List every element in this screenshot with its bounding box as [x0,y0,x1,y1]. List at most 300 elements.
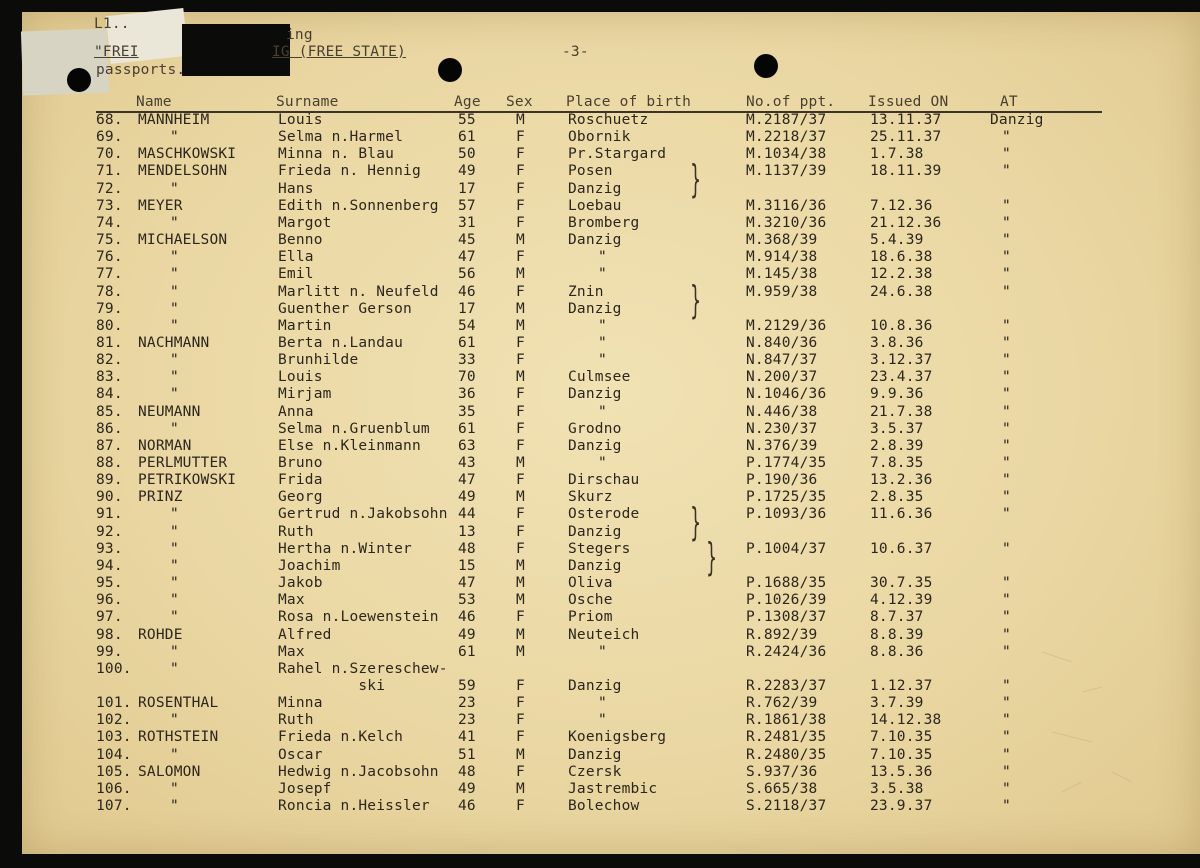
cell-name: " [170,523,179,540]
cell-at: " [1002,712,1011,729]
cell-sex: F [516,506,525,523]
cell-name: " [170,746,179,763]
cell-age: 41 [458,729,476,746]
cell-num: 69. [96,129,123,146]
cell-age: 49 [458,489,476,506]
cell-sex: F [516,146,525,163]
cell-name: " [170,798,179,814]
cell-issued: 12.2.38 [870,266,933,283]
cell-name: " [170,386,179,403]
col-at: AT [1000,94,1018,110]
cell-sex: F [516,523,525,540]
cell-name: " [170,317,179,334]
cell-sex: M [516,643,525,660]
cell-age: 33 [458,352,476,369]
cell-issued: 8.7.37 [870,609,924,626]
cell-age: 50 [458,146,476,163]
cell-name: PETRIKOWSKI [138,472,237,489]
cell-sex: M [516,592,525,609]
cell-issued: 13.5.36 [870,763,933,780]
cell-at: " [1002,283,1011,300]
cell-surname: Minna n. Blau [278,146,395,163]
cell-name: " [170,129,179,146]
cell-name: MEYER [138,197,183,214]
cell-place: Bromberg [568,214,640,231]
cell-at: " [1002,746,1011,763]
cell-age: 17 [458,180,476,197]
cell-at: " [1002,506,1011,523]
header-line2-left: "FREI [94,44,139,60]
cell-issued: 7.12.36 [870,197,933,214]
cell-place: " [598,695,607,712]
cell-ppt: P.1688/35 [746,575,827,592]
cell-name: NACHMANN [138,334,210,351]
cell-surname: Edith n.Sonnenberg [278,197,439,214]
cell-name: " [170,712,179,729]
cell-place: Oliva [568,575,613,592]
cell-age: 17 [458,300,476,317]
cell-sex: F [516,437,525,454]
cell-surname: Rosa n.Loewenstein [278,609,439,626]
cell-issued: 7.10.35 [870,729,933,746]
col-passport-no: No.of ppt. [746,94,836,110]
cell-num: 68. [96,112,123,128]
cell-name: ROTHSTEIN [138,729,219,746]
cell-sex: M [516,266,525,283]
cell-age: 35 [458,403,476,420]
cell-ppt: M.3116/36 [746,197,827,214]
cell-num: 103. [96,729,132,746]
cell-ppt: N.1046/36 [746,386,827,403]
cell-place: Osterode [568,506,640,523]
cell-sex: M [516,489,525,506]
cell-place: " [598,403,607,420]
cell-at: " [1002,129,1011,146]
cell-ppt: M.959/38 [746,283,818,300]
cell-num: 101. [96,695,132,712]
cell-issued: 8.8.39 [870,626,924,643]
cell-issued: 18.11.39 [870,163,942,180]
cell-issued: 23.9.37 [870,798,933,814]
punch-hole-3 [754,54,778,78]
cell-place: Loebau [568,197,622,214]
cell-name: NORMAN [138,437,192,454]
cell-num: 96. [96,592,123,609]
cell-ppt: M.1034/38 [746,146,827,163]
cell-ppt: S.937/36 [746,763,818,780]
cell-sex: F [516,249,525,266]
cell-surname: Max [278,643,305,660]
cell-surname: Jakob [278,575,323,592]
cell-surname: Else n.Kleinmann [278,437,421,454]
cell-num: 74. [96,214,123,231]
cell-name: " [170,609,179,626]
cell-issued: 7.10.35 [870,746,933,763]
cell-surname: Frieda n. Hennig [278,163,421,180]
cell-place: " [598,352,607,369]
cell-place: " [598,455,607,471]
cell-ppt: P.1093/36 [746,506,827,523]
cell-place: " [598,712,607,729]
cell-name: " [170,283,179,300]
cell-issued: 1.7.38 [870,146,924,163]
cell-age: 51 [458,746,476,763]
cell-num: 86. [96,420,123,437]
cell-num: 100. [96,660,132,677]
cell-place: Pr.Stargard [568,146,667,163]
cell-surname: Josepf [278,780,332,797]
cell-at: " [1002,214,1011,231]
cell-name: NEUMANN [138,403,201,420]
cell-num: 98. [96,626,123,643]
cell-surname: Alfred [278,626,332,643]
cell-age: 61 [458,129,476,146]
cell-at: " [1002,317,1011,334]
cell-at: " [1002,249,1011,266]
cell-num: 71. [96,163,123,180]
cell-num: 99. [96,643,123,660]
cell-surname: Louis [278,369,323,386]
cell-age: 70 [458,369,476,386]
header-line1: ing [286,27,313,43]
cell-at: " [1002,609,1011,626]
cell-surname: Bruno [278,455,323,471]
cell-name: " [170,420,179,437]
cell-name: " [170,557,179,574]
cell-surname: Marlitt n. Neufeld [278,283,439,300]
cell-issued: 13.11.37 [870,112,942,128]
cell-num: 94. [96,557,123,574]
cell-num: 78. [96,283,123,300]
cell-surname: Joachim [278,557,341,574]
cell-surname: Selma n.Gruenblum [278,420,430,437]
cell-age: 61 [458,420,476,437]
cell-at: " [1002,472,1011,489]
cell-ppt: N.847/37 [746,352,818,369]
cell-age: 46 [458,283,476,300]
cell-sex: M [516,112,525,128]
cell-place: Danzig [568,232,622,249]
cell-name: " [170,266,179,283]
cell-ppt: P.1308/37 [746,609,827,626]
cell-ppt: M.914/38 [746,249,818,266]
cell-name: " [170,506,179,523]
cell-surname: Gertrud n.Jakobsohn [278,506,448,523]
cell-surname: Ella [278,249,314,266]
cell-sex: F [516,214,525,231]
cell-issued: 1.12.37 [870,677,933,694]
header-line3: passports. [96,62,186,78]
cell-at: " [1002,763,1011,780]
cell-place: " [598,266,607,283]
cell-place: " [598,317,607,334]
cell-name: " [170,780,179,797]
cell-sex: F [516,180,525,197]
cell-sex: F [516,695,525,712]
cell-num: 81. [96,334,123,351]
cell-num: 79. [96,300,123,317]
cell-place: Danzig [568,386,622,403]
cell-age: 36 [458,386,476,403]
cell-name: PRINZ [138,489,183,506]
cell-ppt: N.446/38 [746,403,818,420]
cell-at: " [1002,386,1011,403]
cell-sex: M [516,575,525,592]
cell-at: " [1002,489,1011,506]
cell-ppt: R.2283/37 [746,677,827,694]
cell-at: " [1002,540,1011,557]
cell-at: " [1002,352,1011,369]
cell-age: 31 [458,214,476,231]
faint-stamp [1032,632,1152,812]
cell-surname: Emil [278,266,314,283]
cell-num: 102. [96,712,132,729]
cell-age: 23 [458,712,476,729]
cell-place: Posen [568,163,613,180]
cell-name: " [170,369,179,386]
cell-at: " [1002,780,1011,797]
cell-issued: 21.7.38 [870,403,933,420]
cell-place: " [598,643,607,660]
cell-place: Danzig [568,437,622,454]
cell-surname: Louis [278,112,323,128]
cell-surname: Selma n.Harmel [278,129,404,146]
cell-issued: 3.7.39 [870,695,924,712]
cell-num: 80. [96,317,123,334]
cell-at: " [1002,643,1011,660]
cell-sex: F [516,197,525,214]
cell-surname: Frieda n.Kelch [278,729,404,746]
cell-sex: F [516,163,525,180]
cell-issued: 3.5.38 [870,780,924,797]
cell-place: " [598,249,607,266]
cell-surname: Frida [278,472,323,489]
cell-place: Danzig [568,300,622,317]
cell-num: 73. [96,197,123,214]
cell-surname: Max [278,592,305,609]
cell-issued: 8.8.36 [870,643,924,660]
cell-num: 75. [96,232,123,249]
cell-issued: 24.6.38 [870,283,933,300]
punch-hole-1 [67,68,91,92]
cell-num: 107. [96,798,132,814]
cell-name: " [170,660,179,677]
cell-age: 59 [458,677,476,694]
grouping-brace: } [690,500,701,546]
cell-sex: M [516,780,525,797]
cell-sex: F [516,420,525,437]
cell-name: MENDELSOHN [138,163,228,180]
cell-sex: F [516,283,525,300]
cell-issued: 7.8.35 [870,455,924,471]
cell-ppt: R.2424/36 [746,643,827,660]
cell-name: ROSENTHAL [138,695,219,712]
cell-ppt: N.840/36 [746,334,818,351]
cell-issued: 25.11.37 [870,129,942,146]
cell-ppt: M.2129/36 [746,317,827,334]
cell-at: Danzig [990,112,1044,128]
cell-place: Obornik [568,129,631,146]
cell-at: " [1002,455,1011,471]
cell-at: " [1002,146,1011,163]
header-stub: L1.. [94,16,130,32]
cell-surname: Ruth [278,712,314,729]
cell-sex: F [516,403,525,420]
cell-place: Osche [568,592,613,609]
cell-at: " [1002,403,1011,420]
cell-place: Priom [568,609,613,626]
col-place-of-birth: Place of birth [566,94,692,110]
cell-surname: Mirjam [278,386,332,403]
cell-surname: ski [278,677,386,694]
cell-place: Dirschau [568,472,640,489]
cell-at: " [1002,437,1011,454]
cell-name: " [170,352,179,369]
cell-place: Znin [568,283,604,300]
cell-ppt: M.3210/36 [746,214,827,231]
cell-at: " [1002,369,1011,386]
cell-sex: F [516,129,525,146]
cell-ppt: P.1725/35 [746,489,827,506]
cell-name: " [170,575,179,592]
cell-ppt: R.1861/38 [746,712,827,729]
cell-num: 91. [96,506,123,523]
cell-at: " [1002,626,1011,643]
cell-name: ROHDE [138,626,183,643]
cell-num: 106. [96,780,132,797]
cell-surname: Guenther Gerson [278,300,412,317]
cell-at: " [1002,729,1011,746]
cell-at: " [1002,266,1011,283]
cell-name: " [170,643,179,660]
cell-issued: 2.8.39 [870,437,924,454]
cell-num: 105. [96,763,132,780]
cell-name: " [170,540,179,557]
cell-at: " [1002,232,1011,249]
cell-place: Danzig [568,180,622,197]
cell-num: 93. [96,540,123,557]
cell-ppt: N.376/39 [746,437,818,454]
cell-num: 97. [96,609,123,626]
cell-num: 90. [96,489,123,506]
cell-sex: F [516,712,525,729]
cell-num: 70. [96,146,123,163]
cell-name: " [170,214,179,231]
cell-issued: 10.8.36 [870,317,933,334]
cell-surname: Roncia n.Heissler [278,798,430,814]
cell-ppt: P.190/36 [746,472,818,489]
col-age: Age [454,94,481,110]
cell-surname: Benno [278,232,323,249]
cell-place: Grodno [568,420,622,437]
cell-issued: 13.2.36 [870,472,933,489]
col-sex: Sex [506,94,533,110]
cell-num: 72. [96,180,123,197]
cell-ppt: P.1026/39 [746,592,827,609]
punch-hole-2 [438,58,462,82]
cell-place: Danzig [568,677,622,694]
cell-issued: 2.8.35 [870,489,924,506]
cell-ppt: M.145/38 [746,266,818,283]
cell-age: 49 [458,626,476,643]
cell-issued: 30.7.35 [870,575,933,592]
cell-issued: 3.8.36 [870,334,924,351]
cell-at: " [1002,798,1011,814]
cell-place: Stegers [568,540,631,557]
cell-age: 48 [458,540,476,557]
cell-issued: 21.12.36 [870,214,942,231]
cell-name: MICHAELSON [138,232,228,249]
cell-at: " [1002,575,1011,592]
cell-ppt: P.1004/37 [746,540,827,557]
cell-place: Bolechow [568,798,640,814]
cell-place: Danzig [568,557,622,574]
cell-num: 84. [96,386,123,403]
cell-ppt: S.2118/37 [746,798,827,814]
cell-name: " [170,592,179,609]
cell-surname: Rahel n.Szereschew- [278,660,448,677]
cell-at: " [1002,420,1011,437]
cell-age: 13 [458,523,476,540]
cell-age: 45 [458,232,476,249]
cell-num: 88. [96,455,123,471]
cell-issued: 3.5.37 [870,420,924,437]
cell-age: 48 [458,763,476,780]
cell-num: 85. [96,403,123,420]
cell-issued: 23.4.37 [870,369,933,386]
cell-age: 63 [458,437,476,454]
cell-name: " [170,180,179,197]
cell-ppt: R.2481/35 [746,729,827,746]
cell-place: Jastrembic [568,780,658,797]
cell-issued: 18.6.38 [870,249,933,266]
col-issued-on: Issued ON [868,94,949,110]
cell-sex: F [516,540,525,557]
cell-sex: F [516,334,525,351]
cell-surname: Hertha n.Winter [278,540,412,557]
cell-name: PERLMUTTER [138,455,228,471]
cell-name: MASCHKOWSKI [138,146,237,163]
cell-place: Roschuetz [568,112,649,128]
cell-name: SALOMON [138,763,201,780]
cell-surname: Anna [278,403,314,420]
cell-sex: M [516,232,525,249]
cell-at: " [1002,163,1011,180]
cell-sex: M [516,455,525,471]
cell-place: Koenigsberg [568,729,667,746]
cell-age: 49 [458,163,476,180]
document-page [22,12,1200,854]
cell-place: Czersk [568,763,622,780]
cell-issued: 10.6.37 [870,540,933,557]
cell-surname: Oscar [278,746,323,763]
cell-surname: Hans [278,180,314,197]
cell-sex: F [516,763,525,780]
cell-at: " [1002,334,1011,351]
cell-sex: M [516,746,525,763]
cell-age: 55 [458,112,476,128]
cell-age: 47 [458,575,476,592]
cell-surname: Ruth [278,523,314,540]
cell-sex: F [516,729,525,746]
cell-sex: F [516,798,525,814]
cell-place: Skurz [568,489,613,506]
cell-age: 43 [458,455,476,471]
col-name: Name [136,94,172,110]
col-surname: Surname [276,94,339,110]
cell-age: 23 [458,695,476,712]
cell-sex: M [516,626,525,643]
